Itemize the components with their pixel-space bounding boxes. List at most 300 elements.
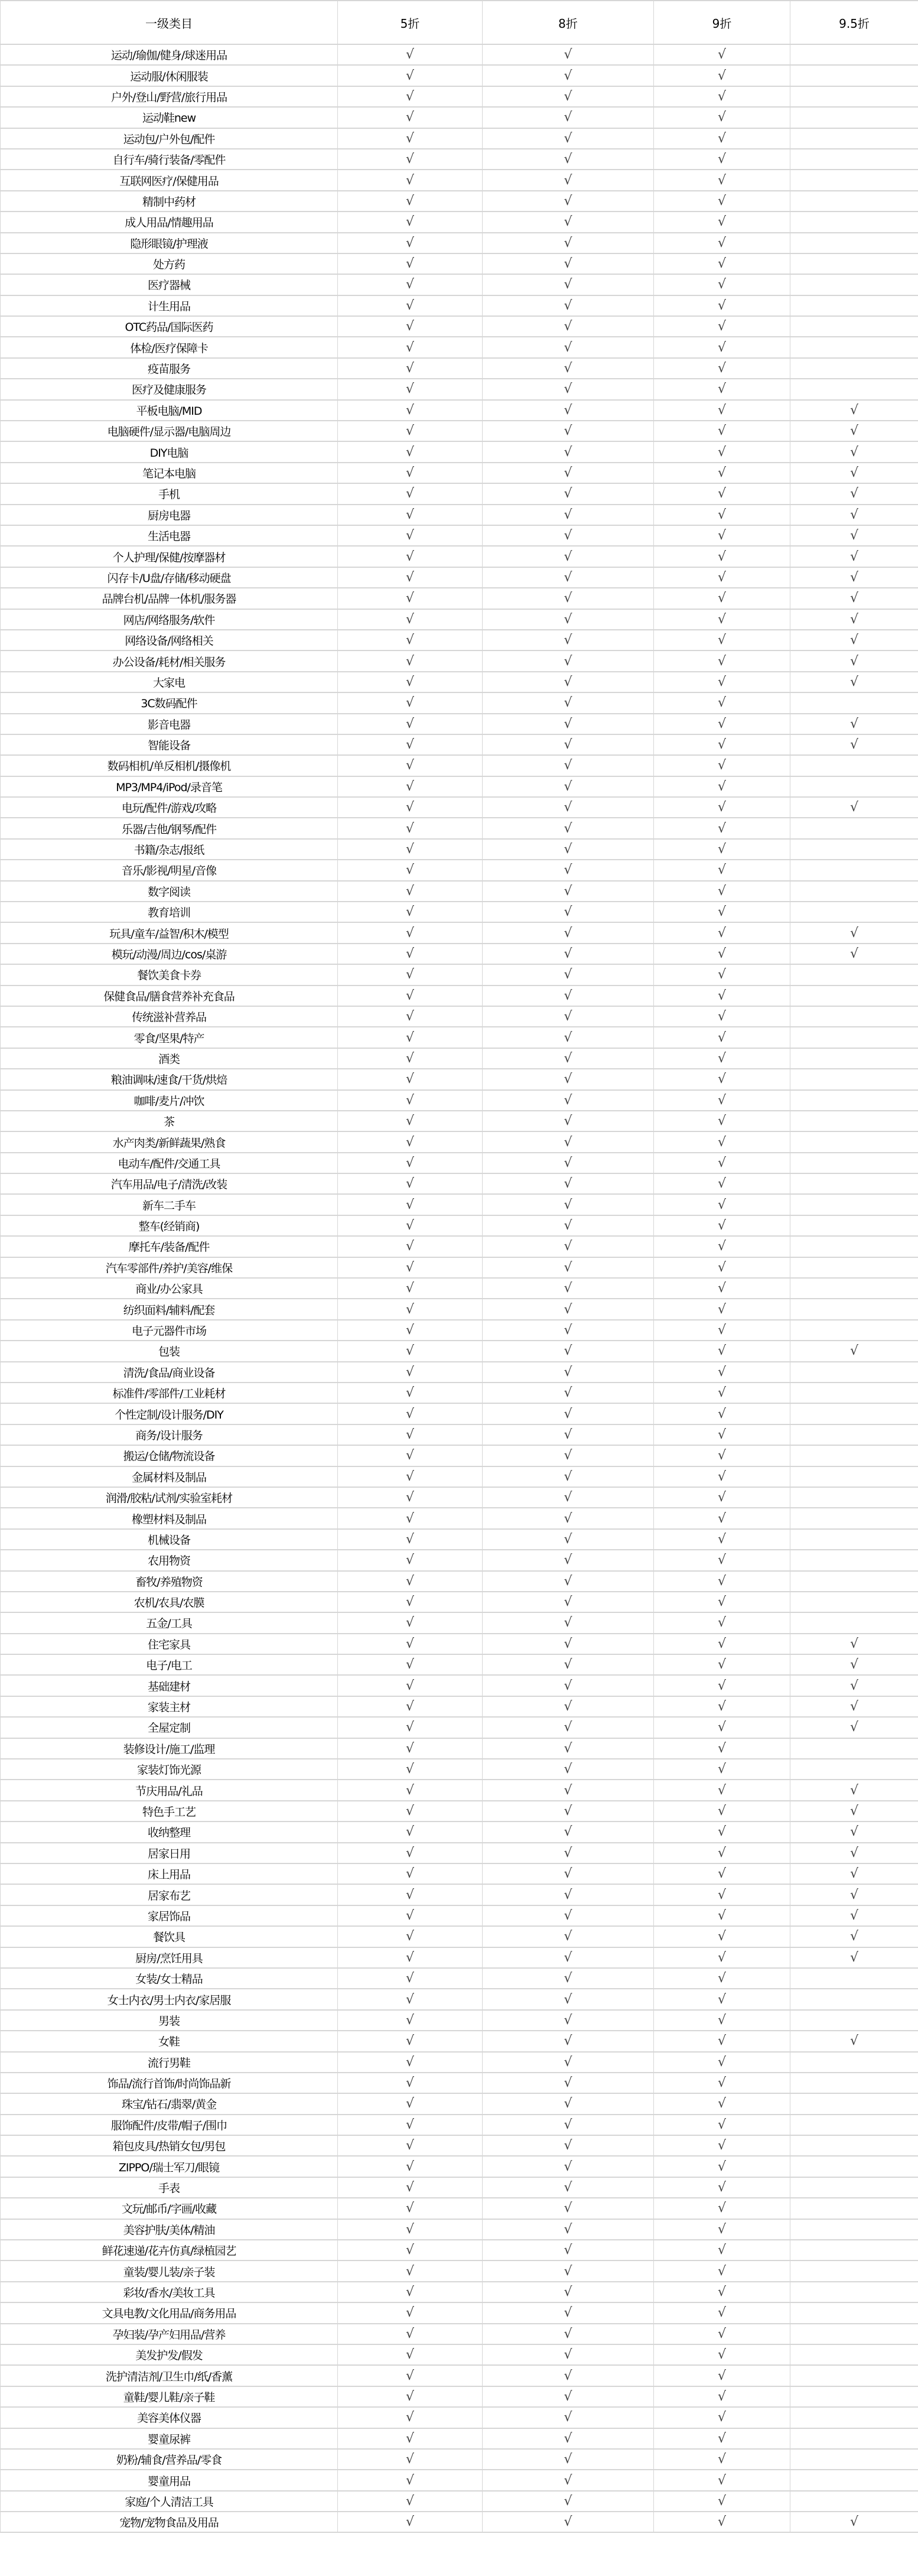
table-row: [1, 881, 918, 902]
checkmark-icon: √: [564, 1783, 572, 1798]
discount-80-cell: [483, 1801, 654, 1822]
discount-80-cell: [483, 2282, 654, 2302]
checkmark-icon: √: [564, 1344, 572, 1359]
checkmark-icon: √: [717, 967, 727, 983]
discount-80-cell: [483, 1508, 654, 1528]
checkmark-icon: √: [405, 1636, 415, 1651]
category-cell: 精制中药材: [1, 191, 338, 212]
table-row: [1, 2093, 918, 2114]
category-cell: 音乐/影视/明星/音像: [1, 860, 338, 880]
checkmark-icon: √: [564, 1595, 572, 1610]
discount-90-cell: [654, 2010, 790, 2031]
table-row: [1, 1801, 918, 1822]
discount-50-cell: [338, 860, 483, 880]
discount-80-cell: [483, 2491, 654, 2512]
checkmark-icon: √: [717, 1134, 727, 1150]
category-cell: 酒类: [1, 1048, 338, 1069]
category-cell: 全屋定制: [1, 1717, 338, 1738]
checkmark-icon: √: [717, 131, 727, 146]
checkmark-icon: √: [717, 2515, 727, 2530]
checkmark-icon: √: [405, 988, 415, 1003]
category-cell: 大家电: [1, 672, 338, 692]
discount-50-cell: [338, 1780, 483, 1800]
checkmark-icon: √: [717, 1239, 727, 1254]
checkmark-icon: √: [564, 1762, 572, 1777]
category-cell: 节庆用品/礼品: [1, 1780, 338, 1800]
discount-95-cell: [790, 1571, 918, 1592]
category-cell: 玩具/童车/益智/积木/模型: [1, 922, 338, 943]
discount-80-cell: [483, 400, 654, 421]
discount-80-cell: [483, 985, 654, 1006]
checkmark-icon: √: [405, 1385, 415, 1401]
discount-80-cell: [483, 1445, 654, 1466]
table-row: [1, 2219, 918, 2240]
discount-90-cell: [654, 1466, 790, 1487]
discount-90-cell: [654, 2428, 790, 2449]
discount-90-cell: [654, 1905, 790, 1926]
checkmark-icon: √: [405, 1323, 415, 1338]
category-cell: 家居饰品: [1, 1905, 338, 1926]
discount-50-cell: [338, 1947, 483, 1968]
checkmark-icon: √: [564, 1448, 572, 1463]
discount-90-cell: [654, 2282, 790, 2302]
checkmark-icon: √: [717, 1678, 727, 1693]
checkmark-icon: √: [849, 591, 859, 606]
table-row: [1, 463, 918, 483]
discount-50-cell: [338, 1215, 483, 1236]
discount-90-cell: [654, 922, 790, 943]
checkmark-icon: √: [564, 2222, 572, 2237]
discount-90-cell: [654, 1968, 790, 1989]
discount-50-cell: [338, 2115, 483, 2135]
checkmark-icon: √: [405, 2431, 415, 2446]
table-row: [1, 839, 918, 860]
category-cell: 新车二手车: [1, 1194, 338, 1215]
checkmark-icon: √: [717, 821, 727, 836]
checkmark-icon: √: [405, 1009, 415, 1024]
checkmark-icon: √: [564, 528, 572, 544]
checkmark-icon: √: [405, 1929, 415, 1944]
discount-50-cell: [338, 944, 483, 964]
category-cell: 童装/婴儿装/亲子装: [1, 2260, 338, 2281]
discount-50-cell: [338, 400, 483, 421]
header-discount-80: 8折: [483, 1, 654, 44]
checkmark-icon: √: [405, 2096, 415, 2112]
discount-80-cell: [483, 881, 654, 902]
checkmark-icon: √: [564, 2054, 572, 2070]
checkmark-icon: √: [717, 2076, 727, 2091]
checkmark-icon: √: [564, 193, 572, 209]
category-cell: 茶: [1, 1111, 338, 1131]
discount-80-cell: [483, 1006, 654, 1027]
checkmark-icon: √: [405, 2222, 415, 2237]
discount-50-cell: [338, 1403, 483, 1424]
checkmark-icon: √: [564, 988, 572, 1003]
discount-50-cell: [338, 985, 483, 1006]
checkmark-icon: √: [564, 1636, 572, 1651]
discount-80-cell: [483, 1173, 654, 1194]
category-cell: 包装: [1, 1341, 338, 1361]
discount-50-cell: [338, 107, 483, 128]
checkmark-icon: √: [717, 988, 727, 1003]
category-cell: 电子元器件市场: [1, 1320, 338, 1341]
checkmark-icon: √: [405, 2410, 415, 2425]
checkmark-icon: √: [405, 1971, 415, 1986]
checkmark-icon: √: [564, 173, 572, 188]
checkmark-icon: √: [564, 1887, 572, 1902]
discount-95-cell: [790, 839, 918, 860]
table-row: [1, 714, 918, 734]
discount-80-cell: [483, 1738, 654, 1759]
discount-50-cell: [338, 2324, 483, 2344]
table-row: [1, 818, 918, 838]
category-cell: 保健食品/膳食营养补充食品: [1, 985, 338, 1006]
discount-80-cell: [483, 86, 654, 107]
checkmark-icon: √: [405, 779, 415, 794]
checkmark-icon: √: [717, 1595, 727, 1610]
discount-95-cell: [790, 1320, 918, 1341]
checkmark-icon: √: [564, 1281, 572, 1296]
discount-90-cell: [654, 2135, 790, 2156]
discount-50-cell: [338, 1320, 483, 1341]
checkmark-icon: √: [849, 486, 859, 502]
category-cell: 医疗及健康服务: [1, 379, 338, 399]
discount-90-cell: [654, 233, 790, 253]
checkmark-icon: √: [564, 842, 572, 857]
discount-50-cell: [338, 2135, 483, 2156]
table-row: [1, 672, 918, 692]
checkmark-icon: √: [564, 1239, 572, 1254]
checkmark-icon: √: [717, 507, 727, 522]
checkmark-icon: √: [717, 2159, 727, 2174]
table-row: [1, 274, 918, 295]
category-cell: 住宅家具: [1, 1634, 338, 1654]
discount-50-cell: [338, 1194, 483, 1215]
discount-50-cell: [338, 1383, 483, 1403]
checkmark-icon: √: [564, 1218, 572, 1234]
checkmark-icon: √: [564, 2263, 572, 2279]
checkmark-icon: √: [849, 1866, 859, 1882]
checkmark-icon: √: [849, 1678, 859, 1693]
table-row: [1, 295, 918, 316]
checkmark-icon: √: [405, 1950, 415, 1965]
discount-90-cell: [654, 525, 790, 546]
table-row: [1, 1299, 918, 1319]
discount-90-cell: [654, 2365, 790, 2386]
category-cell: MP3/MP4/iPod/录音笔: [1, 776, 338, 797]
checkmark-icon: √: [564, 2159, 572, 2174]
checkmark-icon: √: [564, 570, 572, 585]
category-cell: 装修设计/施工/监理: [1, 1738, 338, 1759]
checkmark-icon: √: [717, 2284, 727, 2299]
discount-50-cell: [338, 1445, 483, 1466]
discount-90-cell: [654, 337, 790, 357]
table-row: [1, 1153, 918, 1173]
discount-50-cell: [338, 776, 483, 797]
table-row: [1, 630, 918, 650]
discount-90-cell: [654, 692, 790, 713]
discount-95-cell: [790, 505, 918, 525]
checkmark-icon: √: [849, 1804, 859, 1819]
discount-80-cell: [483, 1843, 654, 1863]
discount-90-cell: [654, 274, 790, 295]
checkmark-icon: √: [564, 424, 572, 439]
discount-95-cell: [790, 902, 918, 922]
discount-90-cell: [654, 1027, 790, 1048]
checkmark-icon: √: [717, 2473, 727, 2488]
discount-90-cell: [654, 2386, 790, 2407]
category-cell: OTC药品/国际医药: [1, 316, 338, 337]
discount-80-cell: [483, 2260, 654, 2281]
checkmark-icon: √: [564, 591, 572, 606]
checkmark-icon: √: [717, 2034, 727, 2049]
table-row: [1, 2177, 918, 2198]
table-row: [1, 1466, 918, 1487]
checkmark-icon: √: [849, 633, 859, 648]
category-cell: 箱包皮具/热销女包/男包: [1, 2135, 338, 2156]
checkmark-icon: √: [717, 1950, 727, 1965]
discount-80-cell: [483, 1069, 654, 1089]
checkmark-icon: √: [717, 1929, 727, 1944]
discount-95-cell: [790, 1780, 918, 1800]
discount-95-cell: [790, 2031, 918, 2051]
checkmark-icon: √: [405, 1092, 415, 1108]
checkmark-icon: √: [564, 716, 572, 731]
discount-90-cell: [654, 1403, 790, 1424]
discount-50-cell: [338, 1968, 483, 1989]
discount-80-cell: [483, 1362, 654, 1383]
checkmark-icon: √: [405, 2117, 415, 2132]
checkmark-icon: √: [717, 1427, 727, 1442]
checkmark-icon: √: [405, 1050, 415, 1066]
checkmark-icon: √: [717, 2180, 727, 2196]
category-cell: 电动车/配件/交通工具: [1, 1153, 338, 1173]
discount-50-cell: [338, 650, 483, 671]
table-row: [1, 922, 918, 943]
discount-90-cell: [654, 1362, 790, 1383]
discount-80-cell: [483, 2240, 654, 2260]
checkmark-icon: √: [405, 528, 415, 544]
category-cell: 网店/网络服务/软件: [1, 609, 338, 630]
discount-95-cell: [790, 2093, 918, 2114]
discount-50-cell: [338, 2344, 483, 2365]
checkmark-icon: √: [564, 131, 572, 146]
discount-50-cell: [338, 1341, 483, 1361]
discount-90-cell: [654, 2470, 790, 2490]
category-cell: 宠物/宠物食品及用品: [1, 2512, 338, 2532]
discount-90-cell: [654, 1780, 790, 1800]
checkmark-icon: √: [564, 967, 572, 983]
checkmark-icon: √: [717, 1344, 727, 1359]
checkmark-icon: √: [405, 905, 415, 920]
discount-95-cell: [790, 2344, 918, 2365]
discount-95-cell: [790, 1131, 918, 1152]
category-cell: 零食/坚果/特产: [1, 1027, 338, 1048]
table-row: [1, 128, 918, 149]
checkmark-icon: √: [717, 2012, 727, 2028]
checkmark-icon: √: [849, 674, 859, 689]
category-cell: 标准件/零部件/工业耗材: [1, 1383, 338, 1403]
checkmark-icon: √: [849, 1908, 859, 1923]
table-row: [1, 358, 918, 379]
table-row: [1, 1487, 918, 1508]
checkmark-icon: √: [405, 2305, 415, 2321]
discount-80-cell: [483, 755, 654, 776]
discount-90-cell: [654, 253, 790, 274]
checkmark-icon: √: [405, 1762, 415, 1777]
discount-80-cell: [483, 1257, 654, 1278]
discount-80-cell: [483, 1487, 654, 1508]
checkmark-icon: √: [717, 528, 727, 544]
discount-95-cell: [790, 1027, 918, 1048]
checkmark-icon: √: [405, 2076, 415, 2091]
table-row: [1, 1194, 918, 1215]
discount-95-cell: [790, 1905, 918, 1926]
discount-50-cell: [338, 797, 483, 818]
checkmark-icon: √: [717, 758, 727, 773]
table-row: [1, 1048, 918, 1069]
discount-50-cell: [338, 881, 483, 902]
category-cell: 运动/瑜伽/健身/球迷用品: [1, 44, 338, 65]
discount-50-cell: [338, 295, 483, 316]
discount-50-cell: [338, 1508, 483, 1528]
discount-95-cell: [790, 734, 918, 755]
checkmark-icon: √: [717, 1218, 727, 1234]
checkmark-icon: √: [405, 2012, 415, 2028]
discount-50-cell: [338, 1069, 483, 1089]
discount-80-cell: [483, 2115, 654, 2135]
discount-95-cell: [790, 44, 918, 65]
discount-80-cell: [483, 170, 654, 190]
category-cell: 互联网医疗/保健用品: [1, 170, 338, 190]
checkmark-icon: √: [405, 800, 415, 815]
discount-90-cell: [654, 1843, 790, 1863]
checkmark-icon: √: [405, 591, 415, 606]
discount-50-cell: [338, 233, 483, 253]
checkmark-icon: √: [717, 2201, 727, 2216]
checkmark-icon: √: [717, 612, 727, 627]
checkmark-icon: √: [564, 1824, 572, 1840]
category-cell: 搬运/仓储/物流设备: [1, 1445, 338, 1466]
checkmark-icon: √: [564, 1134, 572, 1150]
checkmark-icon: √: [405, 821, 415, 836]
checkmark-icon: √: [849, 800, 859, 815]
discount-90-cell: [654, 2240, 790, 2260]
discount-90-cell: [654, 1173, 790, 1194]
discount-90-cell: [654, 1592, 790, 1612]
discount-50-cell: [338, 1717, 483, 1738]
discount-50-cell: [338, 44, 483, 65]
checkmark-icon: √: [405, 1448, 415, 1463]
checkmark-icon: √: [564, 925, 572, 941]
header-discount-90: 9折: [654, 1, 790, 44]
discount-95-cell: [790, 2260, 918, 2281]
discount-80-cell: [483, 2470, 654, 2490]
discount-95-cell: [790, 1090, 918, 1111]
discount-95-cell: [790, 1947, 918, 1968]
category-cell: 计生用品: [1, 295, 338, 316]
checkmark-icon: √: [717, 1804, 727, 1819]
discount-95-cell: [790, 191, 918, 212]
discount-80-cell: [483, 191, 654, 212]
discount-80-cell: [483, 1654, 654, 1675]
checkmark-icon: √: [717, 1050, 727, 1066]
checkmark-icon: √: [564, 1804, 572, 1819]
table-row: [1, 1131, 918, 1152]
table-row: [1, 86, 918, 107]
table-row: [1, 755, 918, 776]
discount-50-cell: [338, 672, 483, 692]
discount-95-cell: [790, 1362, 918, 1383]
checkmark-icon: √: [717, 737, 727, 753]
discount-90-cell: [654, 714, 790, 734]
checkmark-icon: √: [717, 633, 727, 648]
checkmark-icon: √: [564, 1176, 572, 1192]
category-cell: 疫苗服务: [1, 358, 338, 379]
checkmark-icon: √: [564, 382, 572, 397]
table-row: [1, 1843, 918, 1863]
discount-95-cell: [790, 86, 918, 107]
table-row: [1, 1341, 918, 1361]
discount-50-cell: [338, 421, 483, 441]
checkmark-icon: √: [849, 1845, 859, 1861]
discount-50-cell: [338, 1153, 483, 1173]
checkmark-icon: √: [405, 2452, 415, 2467]
discount-80-cell: [483, 1989, 654, 2009]
discount-90-cell: [654, 1801, 790, 1822]
category-cell: 电子/电工: [1, 1654, 338, 1675]
discount-95-cell: [790, 944, 918, 964]
discount-80-cell: [483, 1403, 654, 1424]
table-row: [1, 2073, 918, 2093]
checkmark-icon: √: [564, 2452, 572, 2467]
discount-50-cell: [338, 1571, 483, 1592]
discount-80-cell: [483, 421, 654, 441]
checkmark-icon: √: [564, 1406, 572, 1422]
table-row: [1, 2052, 918, 2073]
discount-95-cell: [790, 588, 918, 609]
category-cell: 童鞋/婴儿鞋/亲子鞋: [1, 2386, 338, 2407]
discount-90-cell: [654, 2449, 790, 2470]
checkmark-icon: √: [405, 1114, 415, 1129]
discount-95-cell: [790, 1529, 918, 1550]
checkmark-icon: √: [564, 298, 572, 313]
discount-95-cell: [790, 1550, 918, 1570]
table-row: [1, 1717, 918, 1738]
discount-95-cell: [790, 672, 918, 692]
discount-80-cell: [483, 650, 654, 671]
discount-95-cell: [790, 985, 918, 1006]
checkmark-icon: √: [717, 1511, 727, 1526]
category-cell: 洗护清洁剂/卫生巾/纸/香薰: [1, 2365, 338, 2386]
discount-95-cell: [790, 212, 918, 232]
discount-80-cell: [483, 1884, 654, 1905]
discount-95-cell: [790, 2010, 918, 2031]
checkmark-icon: √: [717, 2054, 727, 2070]
discount-80-cell: [483, 1780, 654, 1800]
header-category: 一级类目: [1, 1, 338, 44]
checkmark-icon: √: [564, 863, 572, 878]
discount-80-cell: [483, 525, 654, 546]
checkmark-icon: √: [405, 2368, 415, 2383]
category-cell: 数字阅读: [1, 881, 338, 902]
discount-95-cell: [790, 1341, 918, 1361]
checkmark-icon: √: [717, 2326, 727, 2341]
checkmark-icon: √: [564, 1323, 572, 1338]
discount-95-cell: [790, 2302, 918, 2323]
discount-50-cell: [338, 1822, 483, 1842]
category-cell: 餐饮美食卡券: [1, 964, 338, 985]
